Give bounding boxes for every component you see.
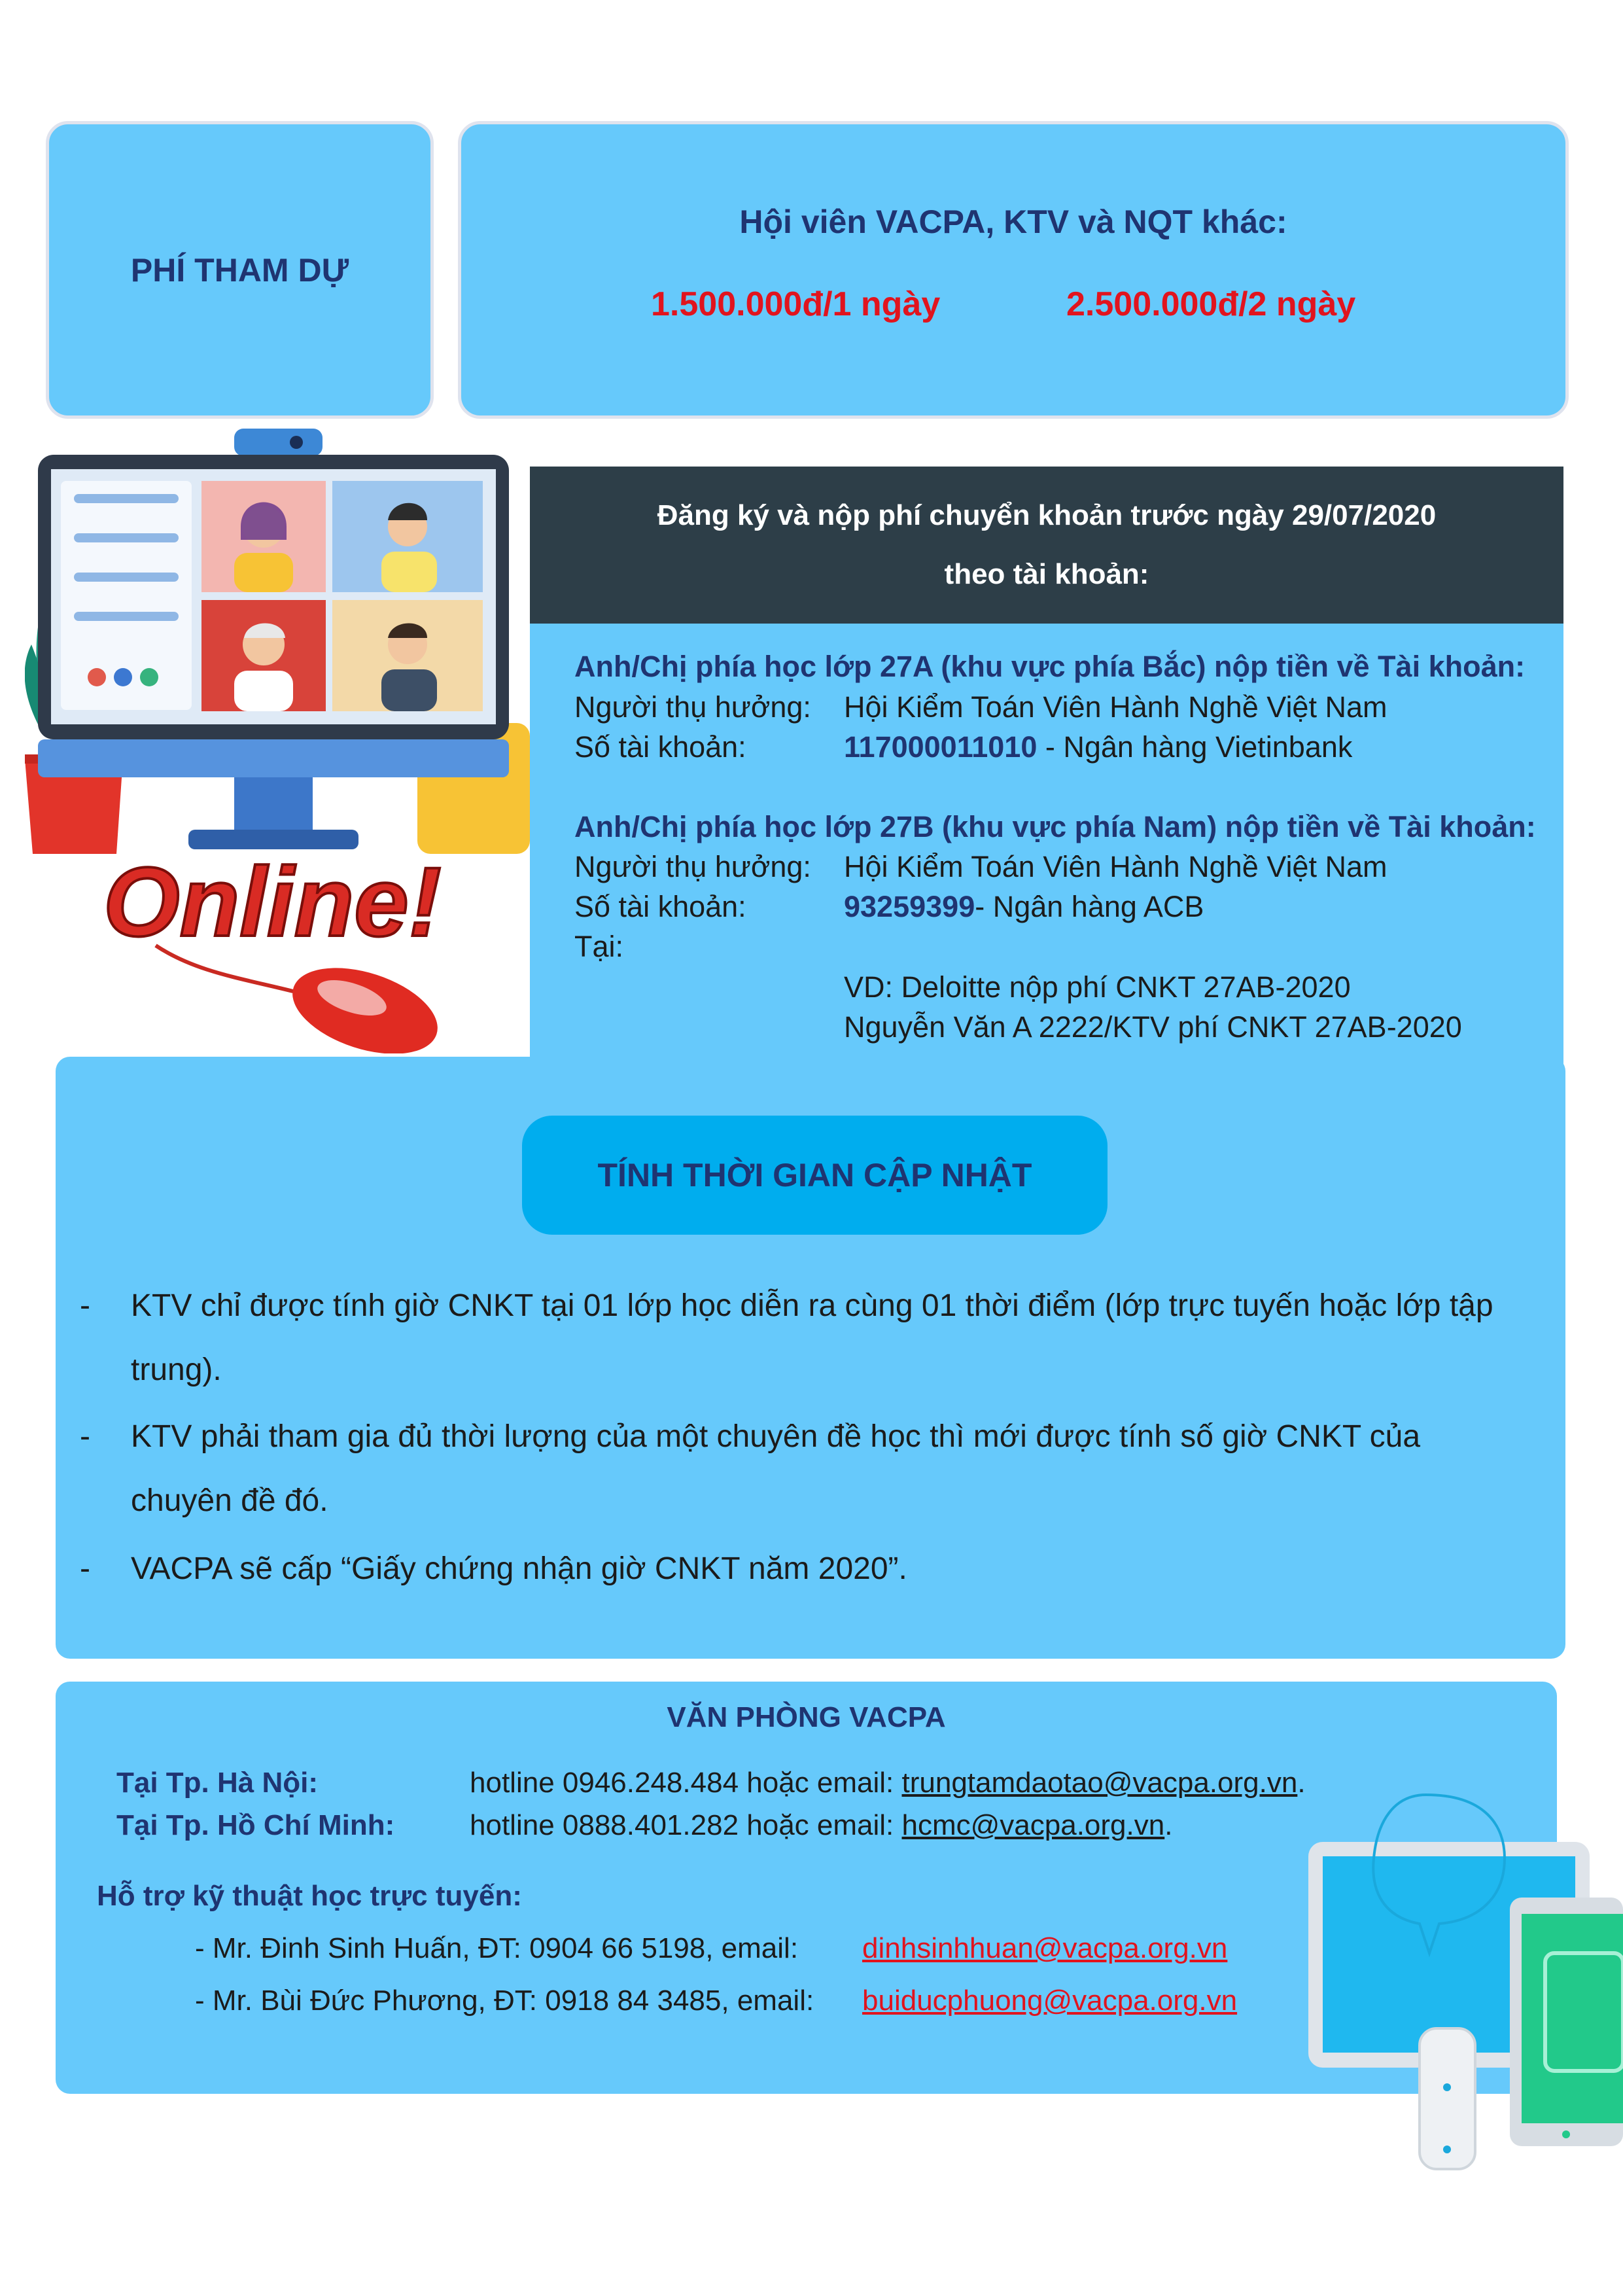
- rule-1-line-1: KTV chỉ được tính giờ CNKT tại 01 lớp học diễn ra cùng 01 thời điểm (lớp trực tuyến hoặc lớp tập: [131, 1288, 1493, 1323]
- support-email-2-link[interactable]: buiducphuong@vacpa.org.vn: [862, 1985, 1238, 2017]
- price-2-day: 2.500.000đ/2 ngày: [1066, 285, 1356, 323]
- fee-details-box: [458, 121, 1569, 419]
- hanoi-hotline: hotline 0946.248.484 hoặc email:: [470, 1767, 902, 1799]
- registration-header: [530, 467, 1563, 624]
- hcm-contact: [470, 1809, 1172, 1842]
- support-email-1-link[interactable]: dinhsinhhuan@vacpa.org.vn: [862, 1932, 1228, 1964]
- rule-3-dash: -: [80, 1551, 90, 1586]
- south-account-number: 93259399: [844, 890, 975, 923]
- hcm-label: Tại Tp. Hồ Chí Minh:: [116, 1809, 395, 1841]
- south-beneficiary: Hội Kiểm Toán Viên Hành Nghề Việt Nam: [844, 850, 1387, 883]
- registration-body: [530, 624, 1563, 1095]
- rule-3: VACPA sẽ cấp “Giấy chứng nhận giờ CNKT năm 2020”.: [131, 1551, 907, 1586]
- devices-illustration: [1302, 1793, 1623, 2172]
- update-time-title-pill: [522, 1116, 1108, 1235]
- north-account-title: Anh/Chị phía học lớp 27A (khu vực phía Bắc) nộp tiền về Tài khoản:: [574, 650, 1526, 683]
- hanoi-period: .: [1297, 1767, 1306, 1799]
- hcm-email-link[interactable]: hcmc@vacpa.org.vn: [901, 1809, 1165, 1841]
- update-time-title: TÍNH THỜI GIAN CẬP NHẬT: [597, 1157, 1032, 1193]
- north-account: [844, 730, 1352, 764]
- hanoi-contact: [470, 1767, 1306, 1799]
- fee-heading: Hội viên VACPA, KTV và NQT khác:: [739, 203, 1287, 240]
- hcm-period: .: [1164, 1809, 1173, 1841]
- mouse-icon: [156, 945, 448, 1053]
- tablet-icon: [1510, 1898, 1623, 2146]
- north-beneficiary: Hội Kiểm Toán Viên Hành Nghề Việt Nam: [844, 690, 1387, 724]
- fee-label-box: [46, 121, 434, 419]
- hanoi-label: Tại Tp. Hà Nội:: [116, 1767, 318, 1799]
- office-title: VĂN PHÒNG VACPA: [667, 1701, 946, 1733]
- phone-icon: [1420, 2028, 1475, 2169]
- rule-1-line-2: trung).: [131, 1352, 222, 1387]
- hanoi-email-link[interactable]: trungtamdaotao@vacpa.org.vn: [901, 1767, 1298, 1799]
- online-meeting-illustration: [25, 429, 530, 1053]
- north-beneficiary-label: Người thụ hưởng:: [574, 690, 811, 724]
- support-title: Hỗ trợ kỹ thuật học trực tuyến:: [97, 1880, 522, 1912]
- south-beneficiary-label: Người thụ hưởng:: [574, 850, 811, 883]
- hcm-hotline: hotline 0888.401.282 hoặc email:: [470, 1809, 902, 1841]
- rule-1-dash: -: [80, 1288, 90, 1323]
- webcam-icon: [234, 429, 323, 456]
- fee-label: PHÍ THAM DỰ: [130, 251, 349, 289]
- rule-2-dash: -: [80, 1419, 90, 1454]
- north-account-label: Số tài khoản:: [574, 730, 746, 764]
- transfer-example-1: VD: Deloitte nộp phí CNKT 27AB-2020: [844, 970, 1351, 1004]
- south-account-title: Anh/Chị phía học lớp 27B (khu vực phía Nam) nộp tiền về Tài khoản:: [574, 810, 1536, 843]
- registration-deadline: Đăng ký và nộp phí chuyển khoản trước ngày 29/07/2020: [657, 499, 1437, 531]
- north-account-number: 117000011010: [844, 730, 1038, 764]
- support-person-1: - Mr. Đinh Sinh Huấn, ĐT: 0904 66 5198, email:: [195, 1932, 799, 1964]
- price-1-day: 1.500.000đ/1 ngày: [651, 285, 941, 323]
- support-person-2: - Mr. Bùi Đức Phương, ĐT: 0918 84 3485, email:: [195, 1985, 814, 2017]
- north-bank: - Ngân hàng Vietinbank: [1037, 730, 1353, 764]
- transfer-example-2: Nguyễn Văn A 2222/KTV phí CNKT 27AB-2020: [844, 1010, 1462, 1044]
- south-at-label: Tại:: [574, 930, 624, 963]
- south-bank: - Ngân hàng ACB: [975, 890, 1204, 923]
- south-account-label: Số tài khoản:: [574, 890, 746, 923]
- south-account: [844, 890, 1204, 924]
- rule-2-line-2: chuyên đề đó.: [131, 1483, 328, 1518]
- rule-2-line-1: KTV phải tham gia đủ thời lượng của một chuyên đề học thì mới được tính số giờ CNKT của: [131, 1419, 1421, 1454]
- registration-subtitle: theo tài khoản:: [944, 558, 1149, 590]
- online-word: Online!: [103, 847, 442, 957]
